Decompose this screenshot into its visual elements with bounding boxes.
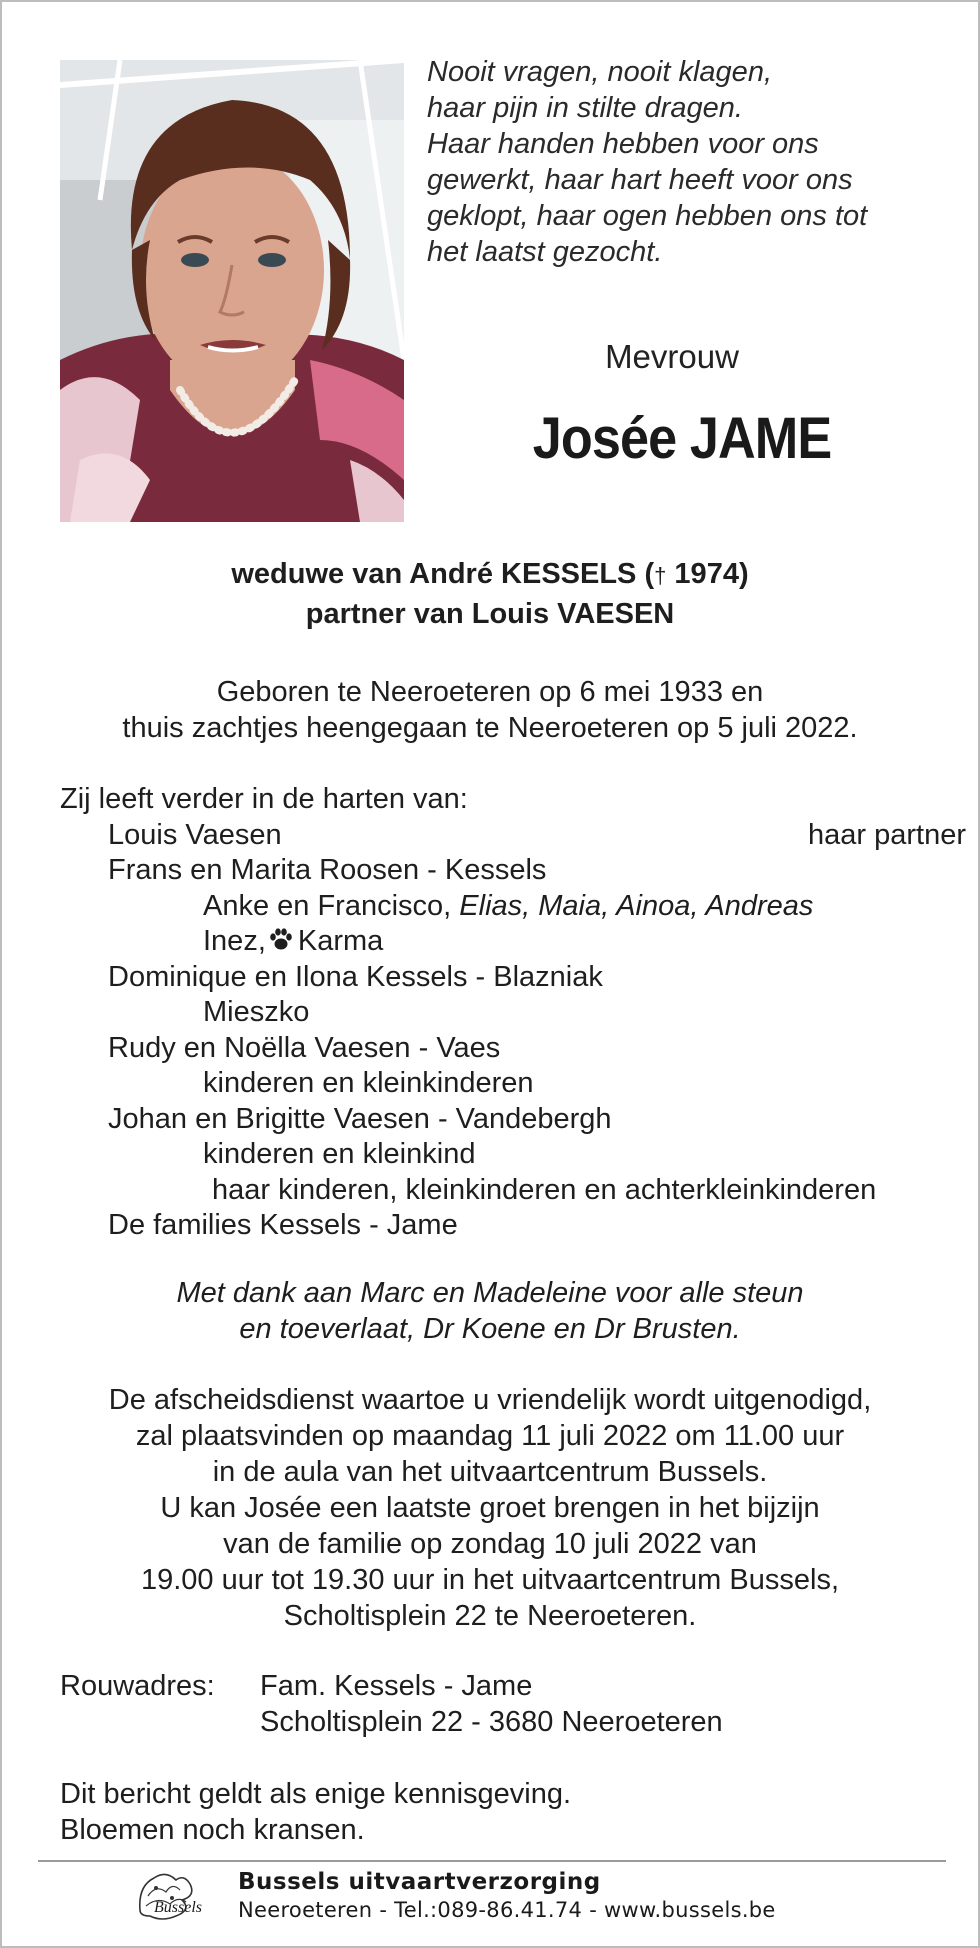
logo-graphic — [132, 1866, 224, 1926]
service-line: Scholtisplein 22 te Neeroeteren. — [283, 1600, 697, 1632]
service-line: De afscheidsdienst waartoe u vriendelijk wordt uitgenodigd, — [108, 1384, 872, 1416]
address-value — [260, 1668, 723, 1740]
poem-line: haar pijn in stilte dragen. — [427, 92, 743, 124]
logo-text: Bussels — [154, 1899, 202, 1916]
service-line: U kan Josée een laatste groet brengen in het bijzijn — [160, 1492, 820, 1524]
family-row: De families Kessels - Jame — [108, 1209, 458, 1241]
family-list — [60, 782, 966, 1244]
funeral-home-name: Bussels uitvaartverzorging — [238, 1869, 601, 1895]
family-row: Johan en Brigitte Vaesen - Vandebergh — [108, 1102, 612, 1135]
family-row: Mieszko — [203, 996, 310, 1028]
family-row: Frans en Marita Roosen - Kessels — [108, 854, 547, 886]
death-year-text: 1974) — [666, 558, 749, 590]
deceased-name: Josée JAME — [532, 406, 832, 471]
family-row: kinderen en kleinkinderen — [203, 1067, 534, 1099]
poem-line: het laatst gezocht. — [427, 236, 663, 268]
birth-death-block — [2, 674, 978, 746]
partner-role: haar partner — [808, 818, 966, 851]
family-intro: Zij leeft verder in de harten van: — [60, 783, 468, 815]
service-line: zal plaatsvinden op maandag 11 juli 2022 om 11.00 uur — [135, 1420, 845, 1452]
partner-of-line: partner van Louis VAESEN — [305, 598, 675, 630]
poem-line: gewerkt, haar hart heeft voor ons — [427, 164, 853, 196]
dagger-symbol: † — [654, 563, 667, 588]
born-line: Geboren te Neeroeteren op 6 mei 1933 en — [216, 676, 764, 708]
family-row-partner — [60, 818, 966, 854]
address-line: Scholtisplein 22 - 3680 Neeroeteren — [260, 1706, 723, 1738]
family-couple: Anke en Francisco, — [203, 889, 460, 922]
bussels-logo-icon — [132, 1866, 224, 1926]
family-row: haar kinderen, kleinkinderen en achterkleinkinderen — [212, 1173, 877, 1206]
service-line: 19.00 uur tot 19.30 uur in het uitvaartcentrum Bussels, — [140, 1564, 839, 1596]
family-row: Rudy en Noëlla Vaesen - Vaes — [108, 1031, 501, 1064]
widow-of-text: weduwe van André KESSELS ( — [231, 558, 655, 590]
family-children: Elias, Maia, Ainoa, Andreas — [459, 889, 814, 922]
service-block — [2, 1382, 978, 1634]
footer-divider — [38, 1860, 946, 1862]
service-line: in de aula van het uitvaartcentrum Bussels. — [212, 1456, 768, 1488]
family-row: kinderen en kleinkind — [203, 1138, 476, 1170]
notice-line: Dit bericht geldt als enige kennisgeving. — [60, 1778, 572, 1810]
passed-line: thuis zachtjes heengegaan te Neeroeteren op 5 juli 2022. — [122, 712, 858, 744]
address-label: Rouwadres: — [60, 1670, 215, 1702]
poem-line: Nooit vragen, nooit klagen, — [427, 56, 772, 88]
family-member: Inez, — [203, 925, 266, 957]
paw-icon — [268, 927, 294, 953]
thanks-line: Met dank aan Marc en Madeleine voor alle steun — [176, 1277, 804, 1309]
service-line: van de familie op zondag 10 juli 2022 van — [223, 1528, 757, 1560]
portrait-image — [60, 60, 404, 522]
notice-block — [60, 1776, 940, 1848]
widow-of-line — [2, 555, 978, 595]
honorific: Mevrouw — [605, 338, 739, 375]
footer-info — [238, 1868, 776, 1924]
portrait-photo — [60, 60, 404, 522]
thanks-line: en toeverlaat, Dr Koene en Dr Brusten. — [239, 1313, 741, 1345]
notice-line: Bloemen noch kransen. — [60, 1814, 365, 1846]
thanks-block — [2, 1275, 978, 1347]
family-row — [60, 924, 940, 960]
pet-name: Karma — [297, 925, 384, 957]
family-row — [60, 889, 940, 925]
relations-block — [2, 555, 978, 633]
memorial-poem — [427, 54, 957, 270]
address-line: Fam. Kessels - Jame — [260, 1670, 533, 1702]
poem-line: geklopt, haar ogen hebben ons tot — [427, 200, 868, 232]
family-row: Dominique en Ilona Kessels - Blazniak — [108, 960, 603, 993]
poem-line: Haar handen hebben voor ons — [427, 128, 819, 160]
funeral-home-contact: Neeroeteren - Tel.:089-86.41.74 - www.bussels.be — [238, 1898, 776, 1922]
partner-name: Louis Vaesen — [108, 818, 282, 851]
